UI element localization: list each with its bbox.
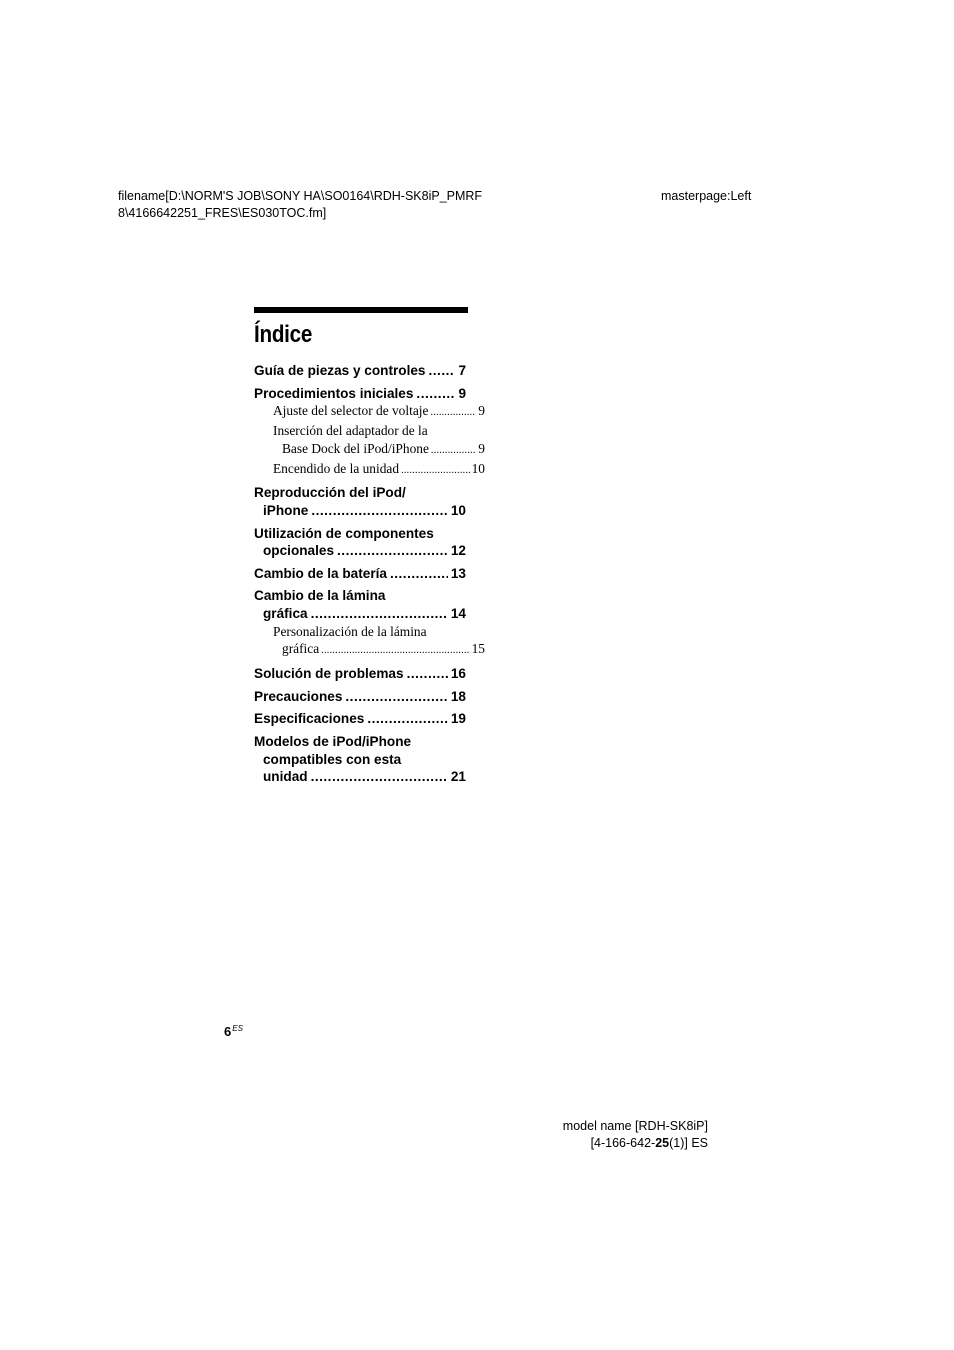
toc-page-number: 15 bbox=[471, 641, 485, 657]
toc-page-number: 9 bbox=[478, 440, 485, 456]
toc-entry bbox=[254, 484, 466, 519]
toc-entry-line bbox=[254, 502, 466, 520]
toc-entries bbox=[254, 362, 485, 786]
toc-page-number: 18 bbox=[450, 688, 466, 704]
dot-leader bbox=[407, 665, 448, 683]
toc-entry bbox=[254, 587, 466, 622]
toc-entry-line bbox=[273, 440, 485, 460]
toc-entry-text: opcionales bbox=[263, 543, 335, 559]
toc-title: Índice bbox=[254, 321, 313, 348]
dot-leader bbox=[311, 605, 448, 623]
filename-header bbox=[118, 188, 548, 222]
toc-entry-text: Solución de problemas bbox=[254, 666, 404, 682]
toc-entry-text: Cambio de la batería bbox=[254, 565, 387, 581]
toc-entry-text: Guía de piezas y controles bbox=[254, 363, 426, 378]
toc-subentry bbox=[254, 402, 485, 422]
toc-entry-text: compatibles con esta bbox=[263, 751, 402, 767]
toc-entry-text: Cambio de la lámina bbox=[254, 588, 386, 604]
toc-entry-line bbox=[254, 665, 466, 683]
toc-page-number: 10 bbox=[450, 502, 466, 518]
toc-page-number: 19 bbox=[450, 711, 466, 727]
dot-leader bbox=[429, 362, 456, 380]
page-number bbox=[224, 1024, 243, 1039]
dot-leader bbox=[321, 642, 469, 660]
toc-subentry bbox=[254, 460, 485, 480]
toc-entry-line bbox=[273, 623, 485, 641]
toc-entry bbox=[254, 385, 466, 403]
toc-page-number: 16 bbox=[450, 666, 466, 682]
toc-entry-line bbox=[273, 640, 485, 660]
toc-page-number: 14 bbox=[450, 605, 466, 621]
filename-line-1: filename[D:\NORM'S JOB\SONY HA\SO0164\RDH-SK8iP_PMRF bbox=[118, 189, 483, 203]
dot-leader bbox=[345, 688, 447, 706]
toc-entry-text: Procedimientos iniciales bbox=[254, 385, 414, 401]
toc-page-number: 9 bbox=[458, 385, 466, 401]
model-name: model name [RDH-SK8iP] bbox=[562, 1119, 708, 1133]
toc-subentry bbox=[254, 623, 485, 661]
toc-entry-line bbox=[254, 385, 466, 403]
toc-entry-line bbox=[254, 542, 466, 560]
toc-entry-text: Reproducción del iPod/ bbox=[254, 485, 406, 501]
dot-leader bbox=[367, 710, 448, 728]
toc-entry-text: gráfica bbox=[263, 605, 308, 621]
model-code-suffix: (1)] ES bbox=[669, 1135, 708, 1150]
model-code bbox=[540, 1135, 708, 1152]
toc-entry-line bbox=[254, 605, 466, 623]
toc-entry bbox=[254, 665, 466, 683]
filename-line-2: 8\4166642251_FRES\ES030TOC.fm] bbox=[118, 206, 327, 220]
toc-entry-line bbox=[273, 460, 485, 480]
toc-entry-line bbox=[254, 710, 466, 728]
toc-entry-text: unidad bbox=[263, 769, 308, 785]
toc-entry-line bbox=[254, 587, 466, 605]
toc-page-number: 13 bbox=[450, 565, 466, 581]
model-info bbox=[540, 1118, 708, 1151]
toc-page-number: 7 bbox=[458, 363, 466, 378]
toc-entry-text: Encendido de la unidad bbox=[273, 460, 400, 476]
toc-entry-line bbox=[273, 402, 485, 422]
dot-leader bbox=[311, 768, 448, 786]
toc-entry-text: Especificaciones bbox=[254, 711, 365, 727]
toc-page-number: 10 bbox=[471, 460, 485, 476]
dot-leader bbox=[431, 442, 476, 460]
toc-entry-line bbox=[254, 484, 466, 502]
table-of-contents bbox=[254, 307, 485, 786]
toc-entry-text: Modelos de iPod/iPhone bbox=[254, 733, 412, 749]
toc-subentry bbox=[254, 422, 485, 460]
dot-leader bbox=[337, 542, 448, 560]
page-number-value: 6 bbox=[224, 1024, 232, 1039]
toc-entry-line bbox=[254, 733, 466, 751]
toc-entry-text: Base Dock del iPod/iPhone bbox=[282, 440, 429, 456]
toc-entry bbox=[254, 710, 466, 728]
toc-entry bbox=[254, 525, 466, 560]
masterpage-label: masterpage:Left bbox=[661, 189, 752, 203]
toc-page-number: 21 bbox=[450, 769, 466, 785]
toc-entry bbox=[254, 362, 466, 380]
toc-entry-line bbox=[254, 688, 466, 706]
toc-entry-text: Ajuste del selector de voltaje bbox=[273, 403, 429, 419]
toc-entry-line bbox=[273, 422, 485, 440]
toc-entry-line bbox=[254, 751, 466, 769]
dot-leader bbox=[390, 565, 448, 583]
toc-entry bbox=[254, 688, 466, 706]
dot-leader bbox=[416, 385, 455, 403]
toc-entry-text: Personalización de la lámina bbox=[273, 623, 427, 639]
toc-entry-line bbox=[254, 525, 466, 543]
toc-entry bbox=[254, 733, 466, 786]
model-code-bold: 25 bbox=[655, 1135, 670, 1150]
model-code-prefix: [4-166-642- bbox=[590, 1135, 656, 1150]
dot-leader bbox=[311, 502, 448, 520]
toc-entry-text: Precauciones bbox=[254, 688, 343, 704]
toc-entry-line bbox=[254, 565, 466, 583]
toc-entry-text: Utilización de componentes bbox=[254, 525, 434, 541]
toc-entry bbox=[254, 565, 466, 583]
toc-entry-text: iPhone bbox=[263, 502, 309, 518]
toc-page-number: 9 bbox=[478, 403, 485, 419]
toc-entry-text: gráfica bbox=[282, 641, 320, 657]
toc-entry-line bbox=[254, 768, 466, 786]
toc-entry-line bbox=[254, 362, 466, 380]
dot-leader bbox=[430, 404, 476, 422]
page-number-suffix: ES bbox=[232, 1024, 243, 1033]
toc-page-number: 12 bbox=[450, 543, 466, 559]
dot-leader bbox=[401, 462, 470, 480]
toc-entry-text: Inserción del adaptador de la bbox=[273, 422, 428, 438]
title-rule bbox=[254, 307, 468, 313]
